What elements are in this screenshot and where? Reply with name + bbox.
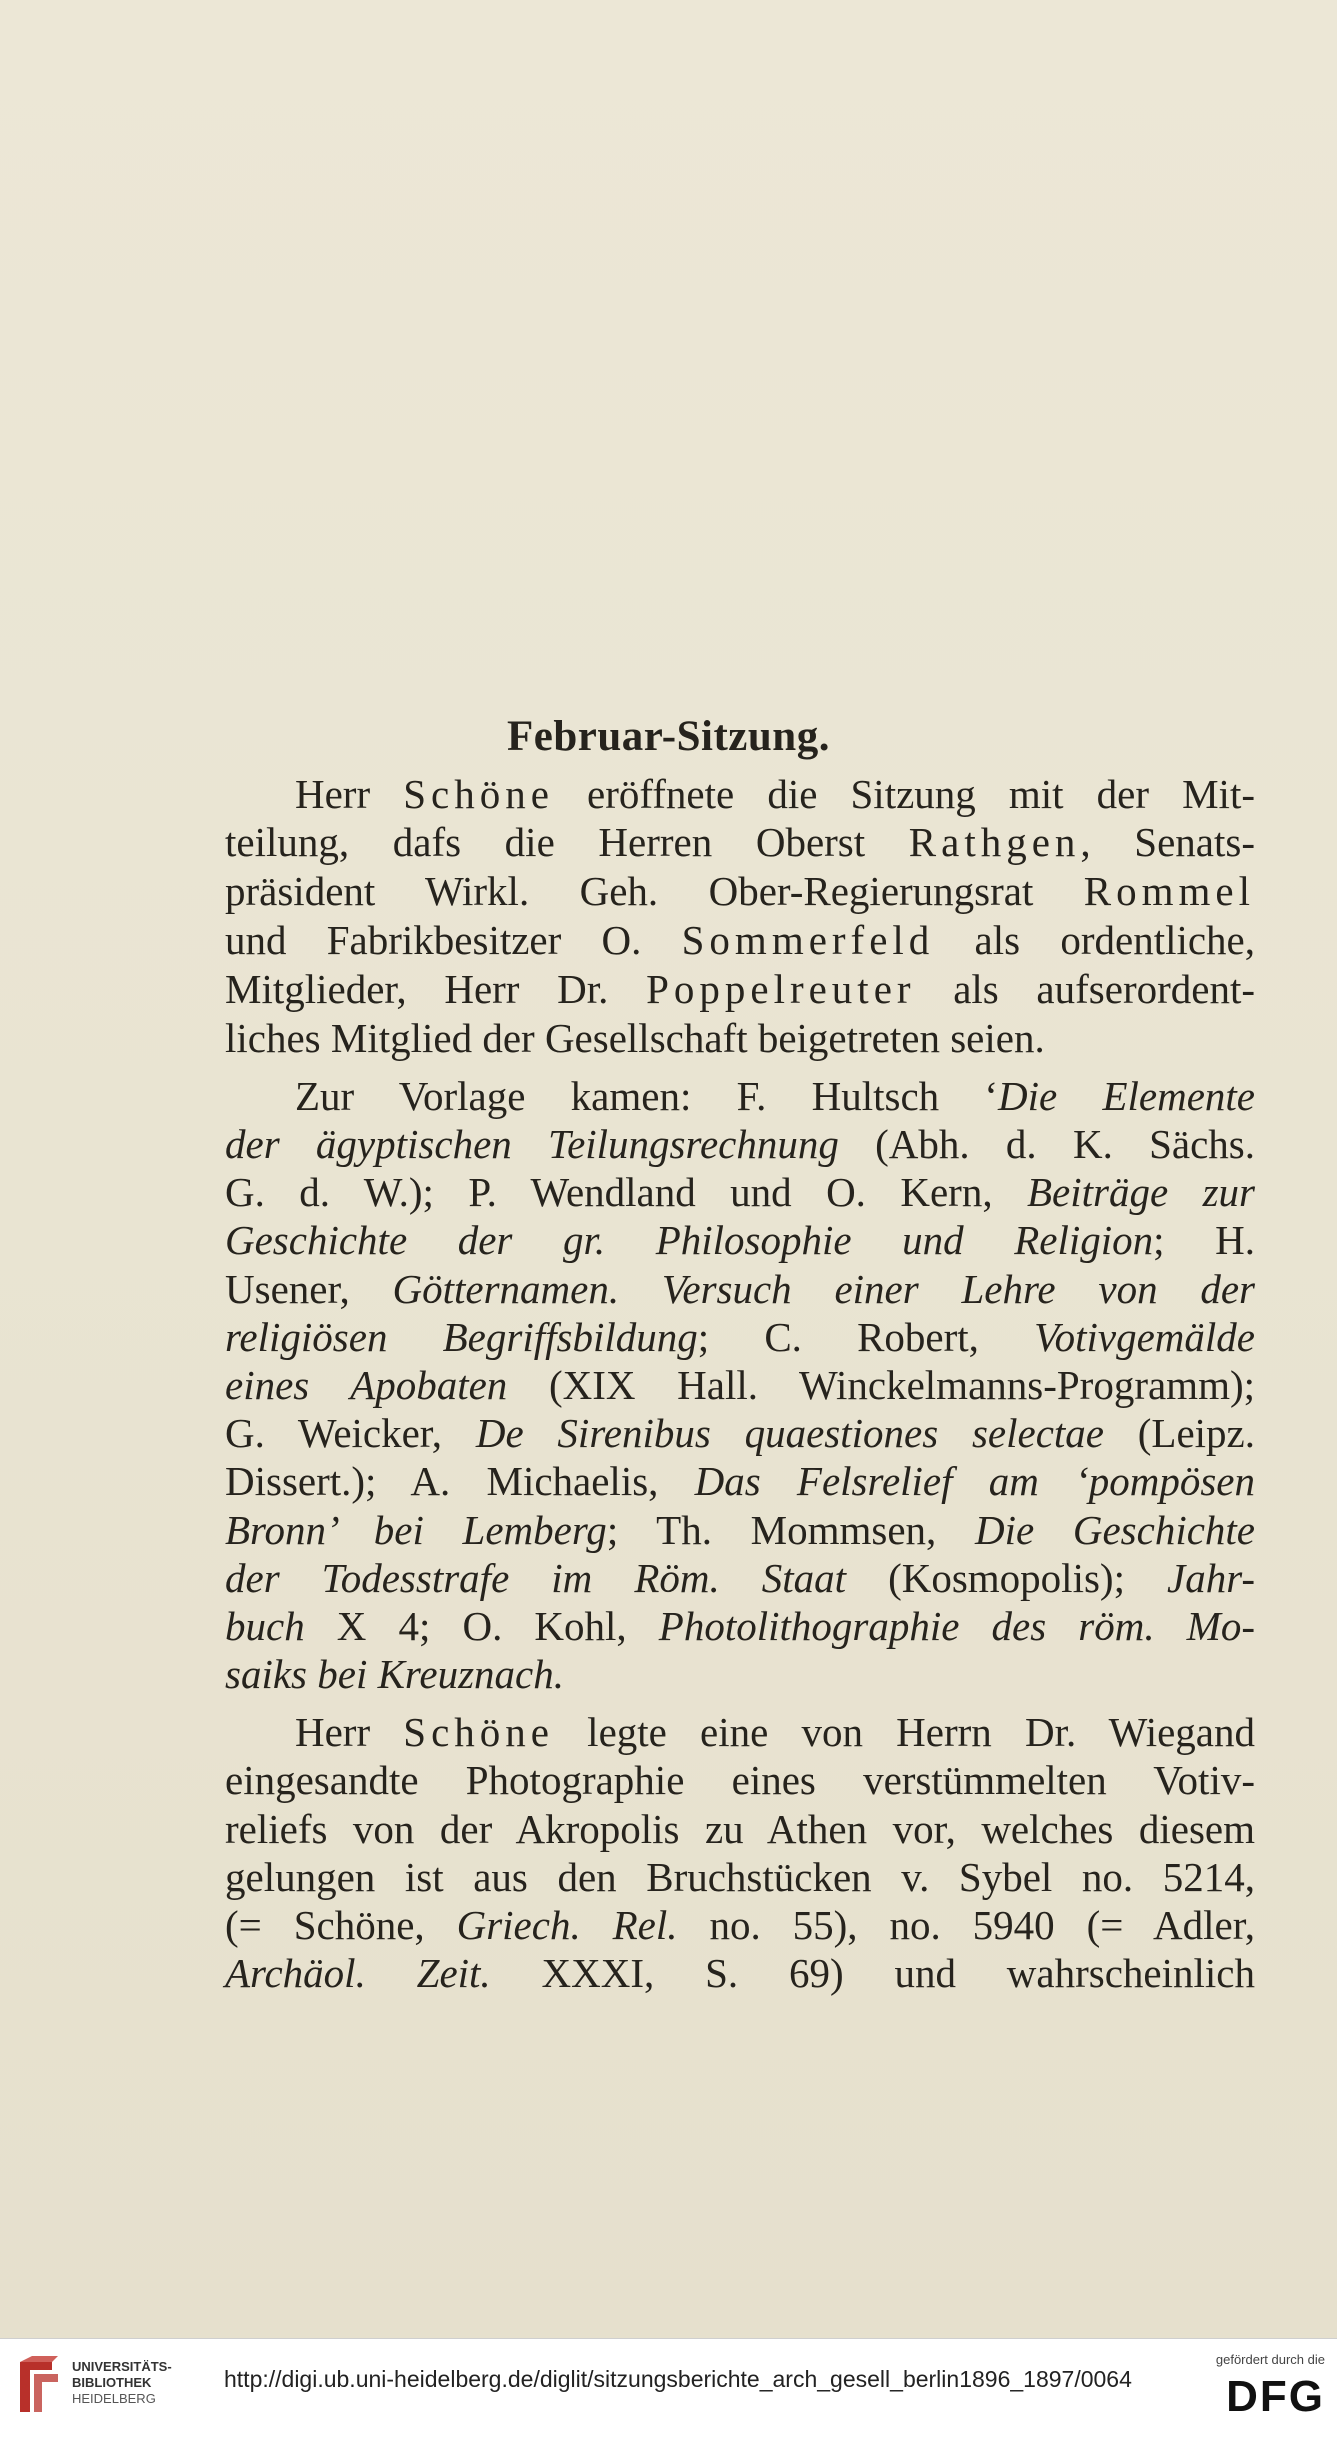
text-run: ; Th. Mommsen, <box>606 1507 975 1553</box>
spaced-name: Poppelreuter <box>646 966 916 1012</box>
text-run: teilung, dafs die Herren Oberst <box>225 819 909 865</box>
text-run: XXXI, S. 69) und wahrscheinlich <box>490 1950 1255 1996</box>
text-run: (Abh. d. K. Sächs. <box>838 1121 1255 1167</box>
library-name-line: BIBLIOTHEK <box>72 2375 152 2390</box>
spaced-name: Rathgen <box>908 819 1081 865</box>
text-run: Dissert.); A. Michaelis, <box>225 1458 695 1504</box>
italic-title: Votivgemälde <box>1034 1314 1255 1360</box>
italic-title: der Todesstrafe im Röm. Staat <box>225 1555 847 1601</box>
italic-title: Geschichte der gr. Philosophie und Religion <box>225 1217 1154 1263</box>
text-run: (Leipz. <box>1103 1410 1255 1456</box>
library-name <box>72 2359 172 2407</box>
italic-title: Griech. Rel. <box>456 1902 678 1948</box>
text-run: X 4; O. Kohl, <box>304 1603 659 1649</box>
italic-title: De Sirenibus quaestiones selectae <box>475 1410 1104 1456</box>
text-run: ; H. <box>1153 1217 1255 1263</box>
italic-title: Die Elemente <box>998 1073 1255 1119</box>
text-run: legte eine von Herrn Dr. Wiegand <box>554 1709 1255 1755</box>
text-run: als ordentliche, <box>934 917 1256 963</box>
text-run: (= Schöne, <box>225 1902 457 1948</box>
text-run: G. Weicker, <box>225 1410 476 1456</box>
spaced-name: Schöne <box>403 1709 554 1755</box>
funding-label: gefördert durch die <box>1215 2352 1325 2367</box>
text-run: und Fabrikbesitzer O. <box>225 917 682 963</box>
italic-title: Beiträge zur <box>1026 1169 1255 1215</box>
text-run: eingesandte Photographie eines verstümmelten Votiv- <box>225 1757 1255 1803</box>
italic-title: Bronn’ bei Lemberg <box>225 1507 607 1553</box>
italic-title: Jahr- <box>1167 1555 1255 1601</box>
spaced-name: Schöne <box>403 771 554 817</box>
university-library-logo-icon <box>14 2356 62 2418</box>
library-name-line: UNIVERSITÄTS- <box>72 2359 172 2374</box>
text-run: als aufserordent- <box>915 966 1255 1012</box>
text-run: Herr <box>295 771 404 817</box>
text-run: Usener, <box>225 1266 393 1312</box>
italic-title: religiösen Begriffsbildung <box>225 1314 698 1360</box>
italic-title: der ägyptischen Teilungsrechnung <box>225 1121 839 1167</box>
text-run: G. d. W.); P. Wendland und O. Kern, <box>225 1169 1027 1215</box>
italic-title: Photolithographie des röm. Mo- <box>658 1603 1255 1649</box>
text-run: Mitglieder, Herr Dr. <box>225 966 647 1012</box>
text-run: Herr <box>295 1709 404 1755</box>
text-run: , Senats- <box>1080 819 1255 865</box>
text-run: no. 55), no. 5940 (= Adler, <box>677 1902 1255 1948</box>
italic-title: Götternamen. Versuch einer Lehre von der <box>392 1266 1255 1312</box>
section-heading: Februar-Sitzung. <box>507 713 830 760</box>
text-line <box>225 1644 1255 1704</box>
text-run: Zur Vorlage kamen: F. Hultsch ‘ <box>295 1073 999 1119</box>
text-run: ; C. Robert, <box>697 1314 1035 1360</box>
text-run: reliefs von der Akropolis zu Athen vor, welches diesem <box>225 1806 1255 1852</box>
text-run: eröffnete die Sitzung mit der Mit- <box>553 771 1255 817</box>
text-line <box>225 1008 1255 1068</box>
text-run: liches Mitglied der Gesellschaft beigetreten seien. <box>225 1015 1045 1061</box>
permalink-url[interactable]: http://digi.ub.uni-heidelberg.de/diglit/sitzungsberichte_arch_gesell_berlin1896_1897/0064 <box>224 2366 1132 2392</box>
text-run: präsident Wirkl. Geh. Ober-Regierungsrat <box>225 868 1084 914</box>
italic-title: eines Apobaten <box>225 1362 508 1408</box>
spaced-name: Sommerfeld <box>681 917 935 963</box>
text-line <box>225 1943 1255 2003</box>
dfg-logo: DFG <box>1226 2372 1325 2421</box>
text-run: (XIX Hall. Winckelmanns-Programm); <box>507 1362 1256 1408</box>
text-run: gelungen ist aus den Bruchstücken v. Sybel no. 5214, <box>225 1854 1255 1900</box>
library-name-line: HEIDELBERG <box>72 2391 156 2406</box>
italic-title: buch <box>225 1603 305 1649</box>
spaced-name: Rommel <box>1083 868 1255 914</box>
italic-title: Archäol. Zeit. <box>225 1950 491 1996</box>
italic-title: saiks bei Kreuznach. <box>225 1651 564 1697</box>
italic-title: Das Felsrelief am ‘pompösen <box>694 1458 1255 1504</box>
text-run: (Kosmopolis); <box>846 1555 1167 1601</box>
italic-title: Die Geschichte <box>974 1507 1255 1553</box>
